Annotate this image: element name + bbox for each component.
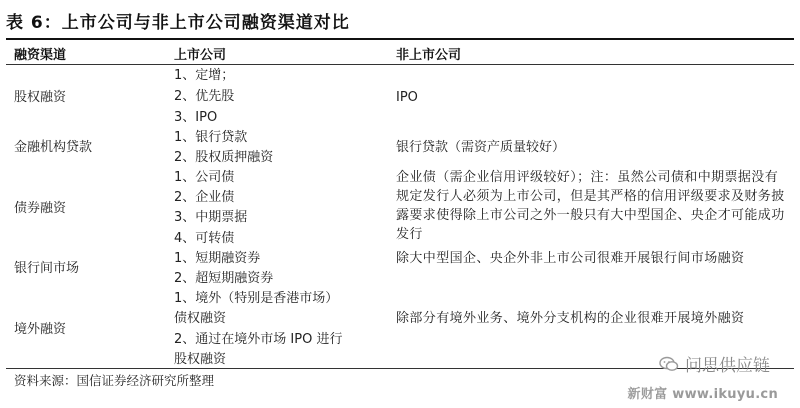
header-top-rule — [6, 38, 794, 40]
row-channel: 债券融资 — [14, 201, 67, 216]
listed-item: 3、中期票据 — [174, 210, 248, 225]
listed-item: 4、可转债 — [174, 231, 235, 246]
listed-item: 2、通过在境外市场 IPO 进行 — [174, 332, 343, 347]
wechat-icon — [659, 356, 679, 372]
listed-item: 债权融资 — [174, 311, 227, 326]
row-channel: 境外融资 — [14, 322, 67, 337]
table-title: 表 6：上市公司与非上市公司融资渠道对比 — [6, 13, 350, 33]
listed-item: 1、定增； — [174, 68, 235, 83]
unlisted-text: 除部分有境外业务、境外分支机构的企业很难开展境外融资 — [396, 311, 745, 326]
unlisted-text: IPO — [396, 90, 418, 105]
listed-item: 2、企业债 — [174, 190, 235, 205]
header-bottom-rule — [6, 64, 794, 65]
listed-item: 2、股权质押融资 — [174, 150, 274, 165]
listed-item: 1、银行贷款 — [174, 130, 248, 145]
row-channel: 银行间市场 — [14, 261, 80, 276]
listed-item: 股权融资 — [174, 352, 227, 367]
listed-item: 2、优先股 — [174, 89, 235, 104]
row-channel: 金融机构贷款 — [14, 140, 93, 155]
row-channel: 股权融资 — [14, 90, 67, 105]
unlisted-text: 除大中型国企、央企外非上市公司很难开展银行间市场融资 — [396, 251, 745, 266]
listed-item: 1、公司债 — [174, 170, 235, 185]
listed-item: 1、境外（特别是香港市场） — [174, 291, 339, 306]
source-note: 资料来源：国信证券经济研究所整理 — [14, 373, 215, 388]
header-listed: 上市公司 — [174, 48, 227, 63]
watermark-site: 新财富 www.ikuyu.cn — [627, 387, 778, 402]
watermark-text: 问思供应链 — [685, 356, 770, 376]
unlisted-text: 银行贷款（需资产质量较好） — [396, 140, 566, 155]
header-unlisted: 非上市公司 — [396, 48, 462, 63]
header-channel: 融资渠道 — [14, 48, 67, 63]
listed-item: 2、超短期融资券 — [174, 271, 274, 286]
listed-item: 3、IPO — [174, 110, 218, 125]
unlisted-text: 企业债（需企业信用评级较好）；注：虽然公司债和中期票据没有规定发行人必须为上市公司，但是其严格的信用评级要求及财务披露要求使得除上市公司之外一般只有大中型国企、央企才可能成功发行 — [396, 170, 785, 242]
listed-item: 1、短期融资券 — [174, 251, 261, 266]
watermark — [659, 351, 770, 376]
